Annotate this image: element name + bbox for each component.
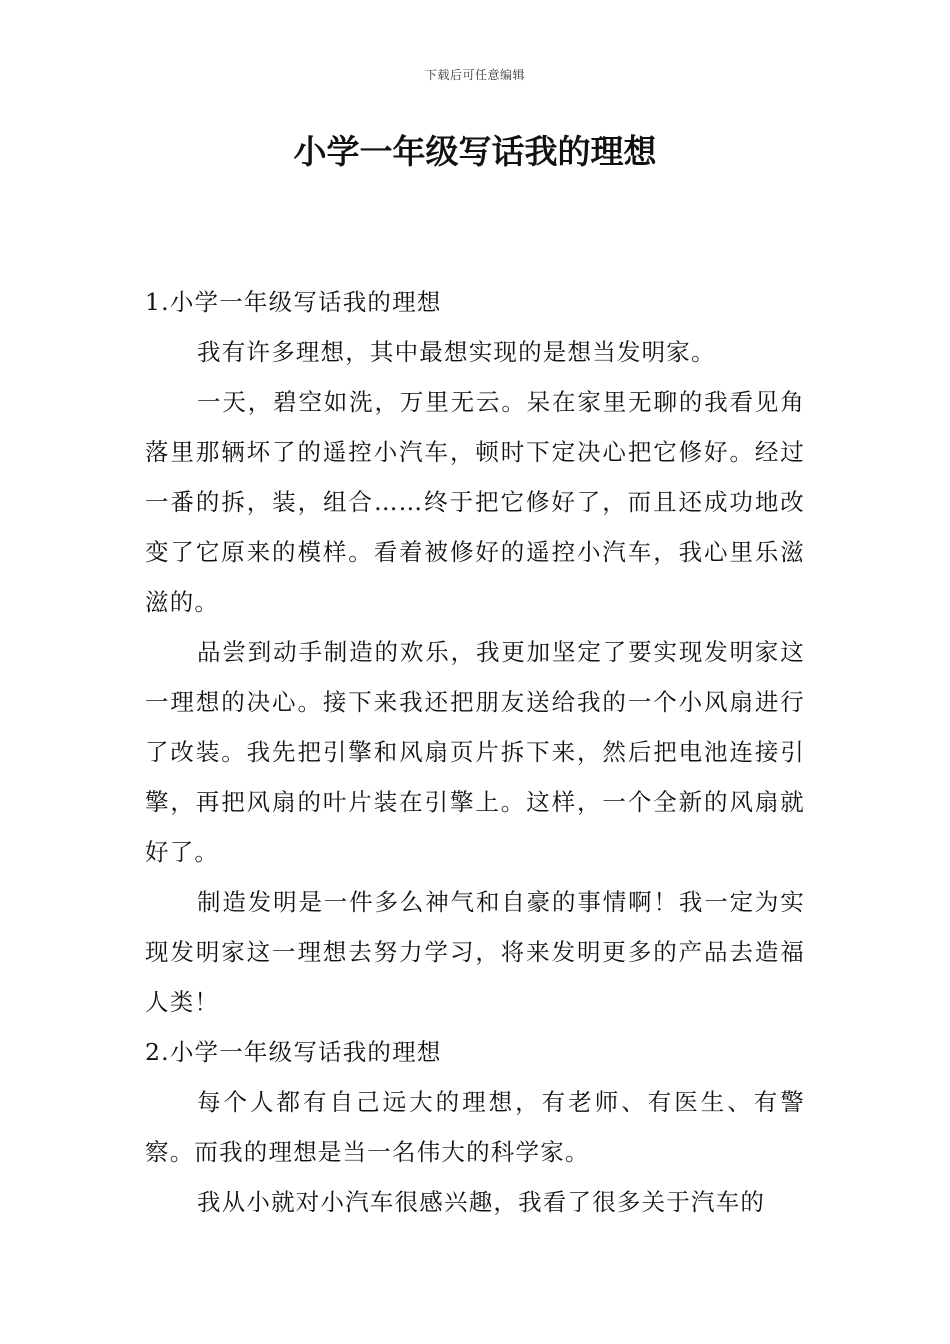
paragraph: 每个人都有自己远大的理想，有老师、有医生、有警察。而我的理想是当一名伟大的科学家。 bbox=[145, 1088, 805, 1166]
section-2 bbox=[145, 1027, 805, 1227]
paragraph: 一天，碧空如洗，万里无云。呆在家里无聊的我看见角落里那辆坏了的遥控小汽车，顿时下定决心把它修好。经过一番的拆，装，组合……终于把它修好了，而且还成功地改变了它原来的模样。看着被修好的遥控小汽车，我心里乐滋滋的。 bbox=[145, 388, 805, 616]
document-title: 小学一年级写话我的理想 bbox=[293, 132, 657, 171]
section-1 bbox=[145, 277, 805, 1027]
header-note: 下载后可任意编辑 bbox=[424, 68, 525, 82]
paragraph: 我有许多理想，其中最想实现的是想当发明家。 bbox=[197, 338, 716, 366]
paragraph: 品尝到动手制造的欢乐，我更加坚定了要实现发明家这一理想的决心。接下来我还把朋友送给我的一个小风扇进行了改装。我先把引擎和风扇页片拆下来，然后把电池连接引擎，再把风扇的叶片装在引擎上。这样，一个全新的风扇就好了。 bbox=[145, 638, 805, 866]
paragraph: 我从小就对小汽车很感兴趣，我看了很多关于汽车的 bbox=[197, 1188, 766, 1216]
section-heading: 2.小学一年级写话我的理想 bbox=[145, 1038, 442, 1066]
paragraph: 制造发明是一件多么神气和自豪的事情啊！我一定为实现发明家这一理想去努力学习，将来发明更多的产品去造福人类！ bbox=[145, 888, 805, 1016]
section-heading: 1.小学一年级写话我的理想 bbox=[145, 288, 442, 316]
document-body bbox=[145, 277, 805, 1227]
